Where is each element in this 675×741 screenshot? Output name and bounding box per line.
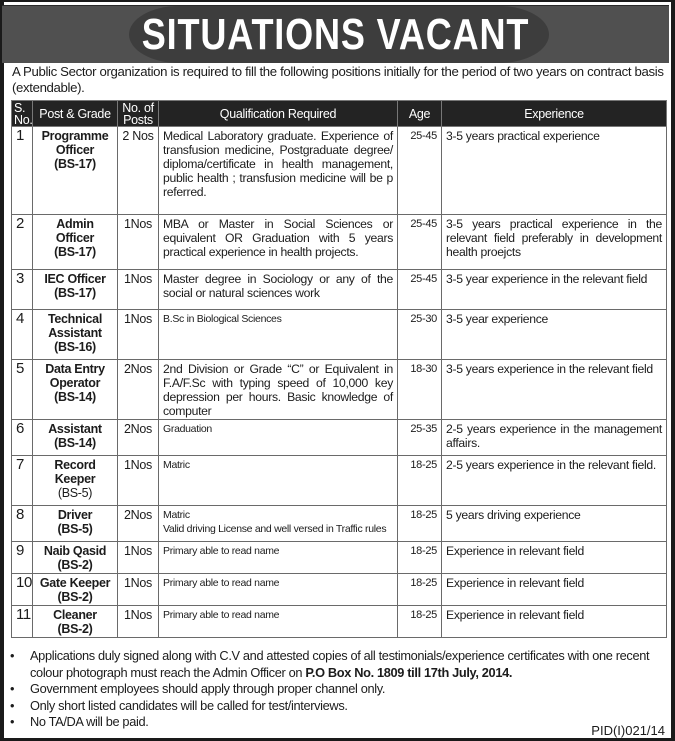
age-cell: 18-25: [398, 506, 442, 542]
post-name: Cleaner: [53, 608, 97, 622]
col-header-age: Age: [398, 101, 442, 127]
table-row: [12, 270, 667, 310]
sno-cell: 11: [12, 606, 33, 638]
qualification-cell: B.Sc in Biological Sciences: [159, 310, 398, 360]
experience-cell: 3-5 year experience in the relevant field: [442, 270, 667, 310]
col-header-sno: S. No.: [12, 101, 33, 127]
note-text: Applications duly signed along with C.V and attested copies of all testimonials/experience certificates with one recent colour photograph must reach the Admin Officer on: [30, 648, 650, 680]
note-text: Government employees should apply through proper channel only.: [30, 681, 386, 696]
note-item: [8, 681, 666, 698]
post-grade: (BS-14): [54, 390, 96, 404]
table-row: [12, 310, 667, 360]
age-cell: 25-30: [398, 310, 442, 360]
table-row: [12, 606, 667, 638]
post-grade: (BS-16): [54, 340, 96, 354]
experience-cell: 5 years driving experience: [442, 506, 667, 542]
bullet-icon: •: [10, 648, 15, 663]
post-name: Driver: [57, 508, 93, 522]
table-header-row: [12, 101, 667, 127]
post-cell: [33, 574, 118, 606]
posts-count-cell: 1Nos: [118, 456, 159, 506]
age-cell: 25-35: [398, 420, 442, 456]
table-row: [12, 215, 667, 270]
post-cell: [33, 127, 118, 215]
qualification-cell: Primary able to read name: [159, 574, 398, 606]
qualification-cell: Master degree in Sociology or any of the social or natural sciences work: [159, 270, 398, 310]
age-cell: 18-25: [398, 456, 442, 506]
table-row: [12, 574, 667, 606]
col-header-experience: Experience: [442, 101, 667, 127]
experience-cell: 2-5 years experience in the management affairs.: [442, 420, 667, 456]
sno-cell: 4: [12, 310, 33, 360]
qualification-line: Matric: [163, 509, 190, 521]
post-cell: [33, 310, 118, 360]
experience-cell: Experience in relevant field: [442, 606, 667, 638]
qualification-cell: Matric: [159, 456, 398, 506]
posts-count-cell: 2 Nos: [118, 127, 159, 215]
post-cell: [33, 542, 118, 574]
sno-cell: 2: [12, 215, 33, 270]
note-item: [8, 698, 666, 715]
post-grade: (BS-5): [57, 522, 93, 536]
table-row: [12, 127, 667, 215]
sno-cell: 3: [12, 270, 33, 310]
sno-cell: 6: [12, 420, 33, 456]
note-text: Only short listed candidates will be called for test/interviews.: [30, 697, 348, 713]
post-grade: (BS-17): [54, 286, 96, 300]
qualification-extra-line: Valid driving License and well versed in Traffic rules: [163, 523, 387, 535]
positions-table: [11, 100, 667, 638]
post-name: Naib Qasid: [43, 544, 107, 558]
sno-cell: 1: [12, 127, 33, 215]
age-cell: 18-25: [398, 574, 442, 606]
col-header-post: Post & Grade: [33, 101, 118, 127]
table-row: [12, 360, 667, 420]
age-cell: 25-45: [398, 270, 442, 310]
post-name: Record Keeper: [54, 458, 96, 486]
post-cell: [33, 420, 118, 456]
posts-count-cell: 1Nos: [118, 310, 159, 360]
header-banner: [2, 5, 669, 63]
posts-count-cell: 2Nos: [118, 420, 159, 456]
pid-code: PID(I)021/14: [591, 723, 665, 738]
note-item: [8, 714, 666, 731]
age-cell: 18-25: [398, 606, 442, 638]
posts-count-cell: 1Nos: [118, 215, 159, 270]
post-cell: [33, 270, 118, 310]
bullet-icon: •: [10, 714, 15, 729]
col-header-posts: No. of Posts: [118, 101, 159, 127]
post-cell: [33, 506, 118, 542]
posts-count-cell: 2Nos: [118, 506, 159, 542]
post-name: Programme Officer: [41, 129, 109, 157]
qualification-cell: Primary able to read name: [159, 542, 398, 574]
experience-cell: 3-5 years experience in the relevant field: [442, 360, 667, 420]
page-title: SITUATIONS VACANT: [141, 10, 530, 59]
posts-count-cell: 1Nos: [118, 606, 159, 638]
age-cell: 25-45: [398, 127, 442, 215]
intro-paragraph: A Public Sector organization is required to fill the following positions initially for the period of two years on contract basis (extendable).: [12, 64, 664, 95]
experience-cell: 3-5 year experience: [442, 310, 667, 360]
qualification-cell: Primary able to read name: [159, 606, 398, 638]
table-row: [12, 506, 667, 542]
age-cell: 18-25: [398, 542, 442, 574]
table-row: [12, 456, 667, 506]
post-grade: (BS-2): [57, 622, 93, 636]
age-cell: 18-30: [398, 360, 442, 420]
qualification-cell: [159, 506, 398, 542]
sno-cell: 10: [12, 574, 33, 606]
post-grade: (BS-2): [57, 590, 93, 604]
post-grade: (BS-5): [57, 486, 93, 500]
post-name: Gate Keeper: [39, 576, 111, 590]
bullet-icon: •: [10, 681, 15, 696]
sno-cell: 7: [12, 456, 33, 506]
qualification-cell: MBA or Master in Social Sciences or equivalent OR Graduation with 5 years practical experience in health projects.: [159, 215, 398, 270]
post-grade: (BS-14): [54, 436, 96, 450]
posts-count-cell: 1Nos: [118, 574, 159, 606]
post-name: IEC Officer: [44, 272, 106, 286]
qualification-cell: 2nd Division or Grade “C” or Equivalent in F.A/F.Sc with typing speed of 10,000 key depression per hours. Basic knowledge of computer: [159, 360, 398, 420]
experience-cell: 3-5 years practical experience in the relevant field preferably in development health proejcts: [442, 215, 667, 270]
post-name: Data Entry Operator: [45, 362, 105, 390]
qualification-cell: Graduation: [159, 420, 398, 456]
experience-cell: 2-5 years experience in the relevant field.: [442, 456, 667, 506]
posts-count-cell: 1Nos: [118, 542, 159, 574]
note-text: No TA/DA will be paid.: [30, 714, 149, 729]
note-item: [8, 648, 666, 681]
post-name: Technical Assistant: [47, 312, 103, 340]
post-grade: (BS-2): [57, 558, 93, 572]
sno-cell: 5: [12, 360, 33, 420]
experience-cell: 3-5 years practical experience: [442, 127, 667, 215]
col-header-qualification: Qualification Required: [159, 101, 398, 127]
post-name: Assistant: [48, 422, 102, 436]
bullet-icon: •: [10, 697, 15, 713]
table-row: [12, 420, 667, 456]
experience-cell: Experience in relevant field: [442, 574, 667, 606]
sno-cell: 9: [12, 542, 33, 574]
sno-cell: 8: [12, 506, 33, 542]
experience-cell: Experience in relevant field: [442, 542, 667, 574]
posts-count-cell: 2Nos: [118, 360, 159, 420]
post-grade: (BS-17): [54, 157, 96, 171]
post-cell: [33, 456, 118, 506]
qualification-cell: Medical Laboratory graduate. Experience of transfusion medicine, Postgraduate degree/ diploma/certificate in health management, public health ; transfusion medicine will be p referred.: [159, 127, 398, 215]
post-cell: [33, 606, 118, 638]
posts-count-cell: 1Nos: [118, 270, 159, 310]
note-deadline: P.O Box No. 1809 till 17th July, 2014.: [305, 664, 513, 680]
notes-list: [8, 648, 666, 731]
post-name: Admin Officer: [55, 217, 95, 245]
post-cell: [33, 215, 118, 270]
age-cell: 25-45: [398, 215, 442, 270]
post-grade: (BS-17): [54, 245, 96, 259]
table-row: [12, 542, 667, 574]
post-cell: [33, 360, 118, 420]
